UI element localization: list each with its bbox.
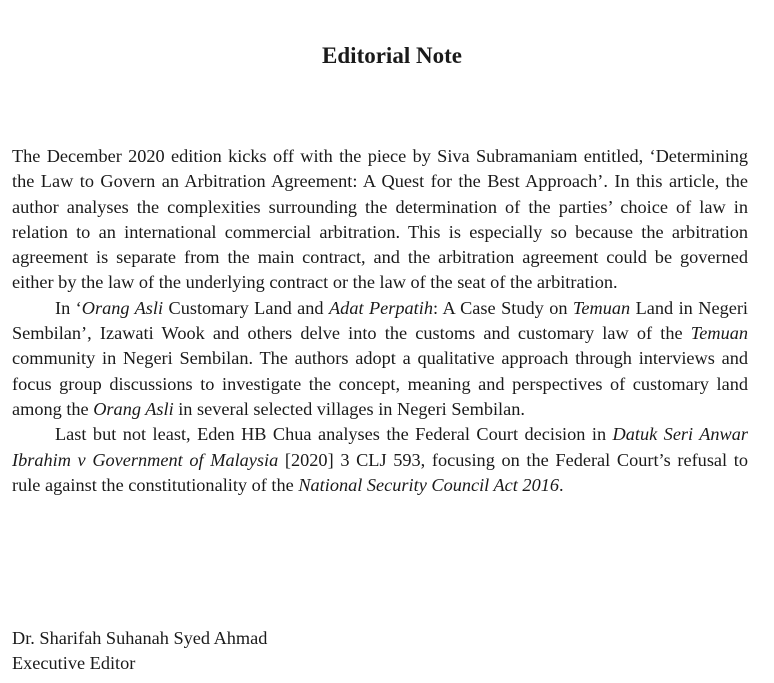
paragraph-2	[12, 296, 748, 422]
text-run: Customary Land and	[163, 297, 330, 318]
text-run: in several selected villages in Negeri Sembilan.	[173, 398, 525, 419]
text-run: The December 2020 edition kicks off with the piece by Siva Subramaniam entitled, ‘Determining the Law to Govern an Arbitration Agreement: A Quest for the Best Approach’. In this article, the author analyses the complexities surrounding the determination of the parties’ choice of law in relation to an international commercial arbitration. This is especially so because the arbitration agreement is separate from the main contract, and the arbitration agreement could be governed either by the law of the underlying contract or the law of the seat of the arbitration.	[12, 146, 748, 293]
text-run: [2020] 3 CLJ 593, focusing on the Federal Court’s refusal to rule against the constitutionality of the	[12, 449, 748, 495]
text-run: Land in Negeri Sembilan’, Izawati Wook and others delve into the customs and customary law of the	[12, 297, 748, 344]
signature-block	[12, 626, 267, 677]
text-run: In ‘	[55, 297, 82, 318]
editor-name: Dr. Sharifah Suhanah Syed Ahmad	[12, 628, 268, 648]
page-title: Editorial Note	[322, 43, 462, 68]
italic-text: Temuan	[690, 323, 748, 344]
italic-text: Temuan	[572, 297, 631, 318]
italic-text: Adat Perpatih	[329, 297, 433, 318]
text-run: Last but not least, Eden HB Chua analyses the Federal Court decision in	[55, 424, 613, 445]
italic-text: Datuk Seri Anwar Ibrahim v Government of Malaysia	[12, 424, 748, 470]
text-run: .	[559, 474, 564, 495]
text-run: : A Case Study on	[432, 297, 573, 318]
paragraph-1	[12, 144, 748, 296]
italic-text: Orang Asli	[93, 398, 174, 419]
italic-text: National Security Council Act 2016	[298, 474, 559, 495]
editor-role: Executive Editor	[12, 653, 136, 674]
paragraph-3	[12, 422, 748, 498]
text-run: community in Negeri Sembilan. The authors adopt a qualitative approach through interviews and focus group discussions to investigate the concept, meaning and perspectives of customary land among the	[12, 348, 748, 419]
editorial-body	[12, 144, 748, 498]
italic-text: Orang Asli	[81, 297, 164, 318]
